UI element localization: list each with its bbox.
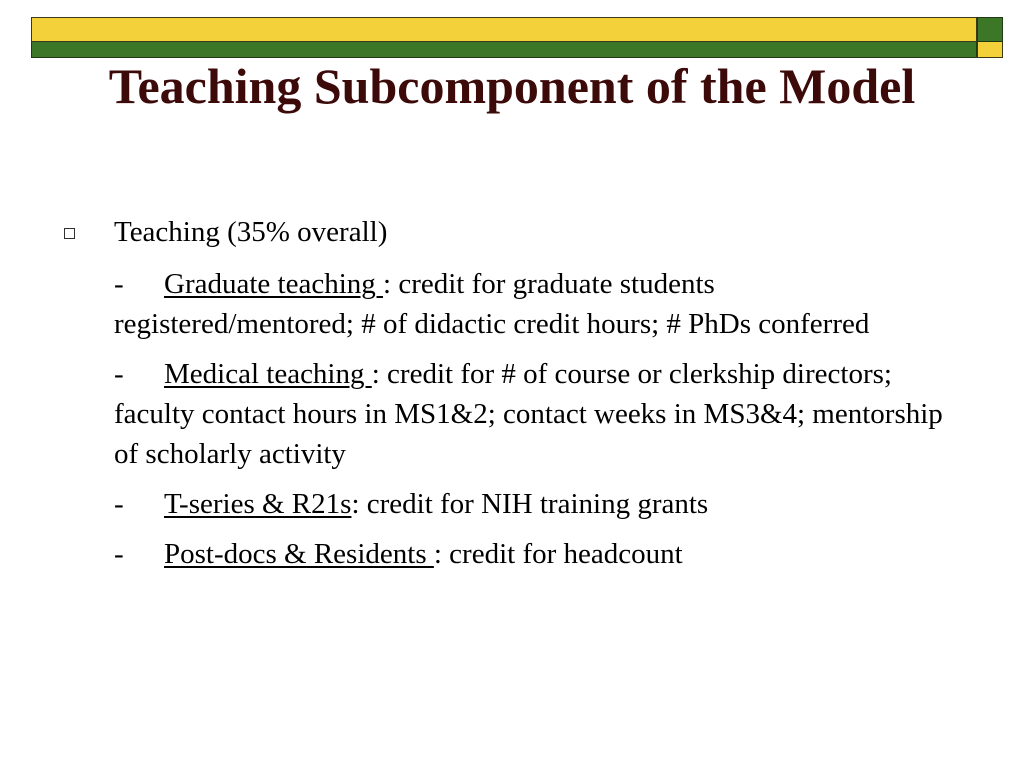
sub-item-t-series-r21s <box>114 484 954 524</box>
hollow-square-bullet-icon <box>64 228 75 239</box>
sub-item-post-docs-residents <box>114 534 954 574</box>
sub-item-graduate-teaching <box>114 264 954 344</box>
dash-marker: - <box>114 268 124 300</box>
sub-item-medical-teaching <box>114 354 954 474</box>
dash-marker: - <box>114 538 124 570</box>
sub-item-term: Medical teaching <box>164 358 372 390</box>
sub-item-term: T-series & R21s <box>164 488 352 520</box>
dash-marker: - <box>114 358 124 390</box>
decorative-corner-square-yellow <box>977 42 1003 58</box>
main-bullet <box>0 212 1024 254</box>
main-bullet-text: Teaching (35% overall) <box>114 216 388 248</box>
sub-item-description: : credit for # of course or clerkship directors; faculty contact hours in MS1&2; contact weeks in MS3&4; mentorship of scholarly activity <box>114 358 943 470</box>
sub-item-description: : credit for graduate students registered/mentored; # of didactic credit hours; # PhDs conferred <box>114 268 870 340</box>
sub-item-term: Post-docs & Residents <box>164 538 434 570</box>
dash-marker: - <box>114 488 124 520</box>
decorative-top-bar-yellow <box>31 17 977 42</box>
decorative-corner-square-green <box>977 17 1003 42</box>
sub-item-description: : credit for headcount <box>433 538 683 570</box>
slide-title: Teaching Subcomponent of the Model <box>108 58 916 114</box>
sub-item-description: : credit for NIH training grants <box>351 488 709 520</box>
sub-item-term: Graduate teaching <box>164 268 384 300</box>
slide-body <box>0 212 1024 574</box>
